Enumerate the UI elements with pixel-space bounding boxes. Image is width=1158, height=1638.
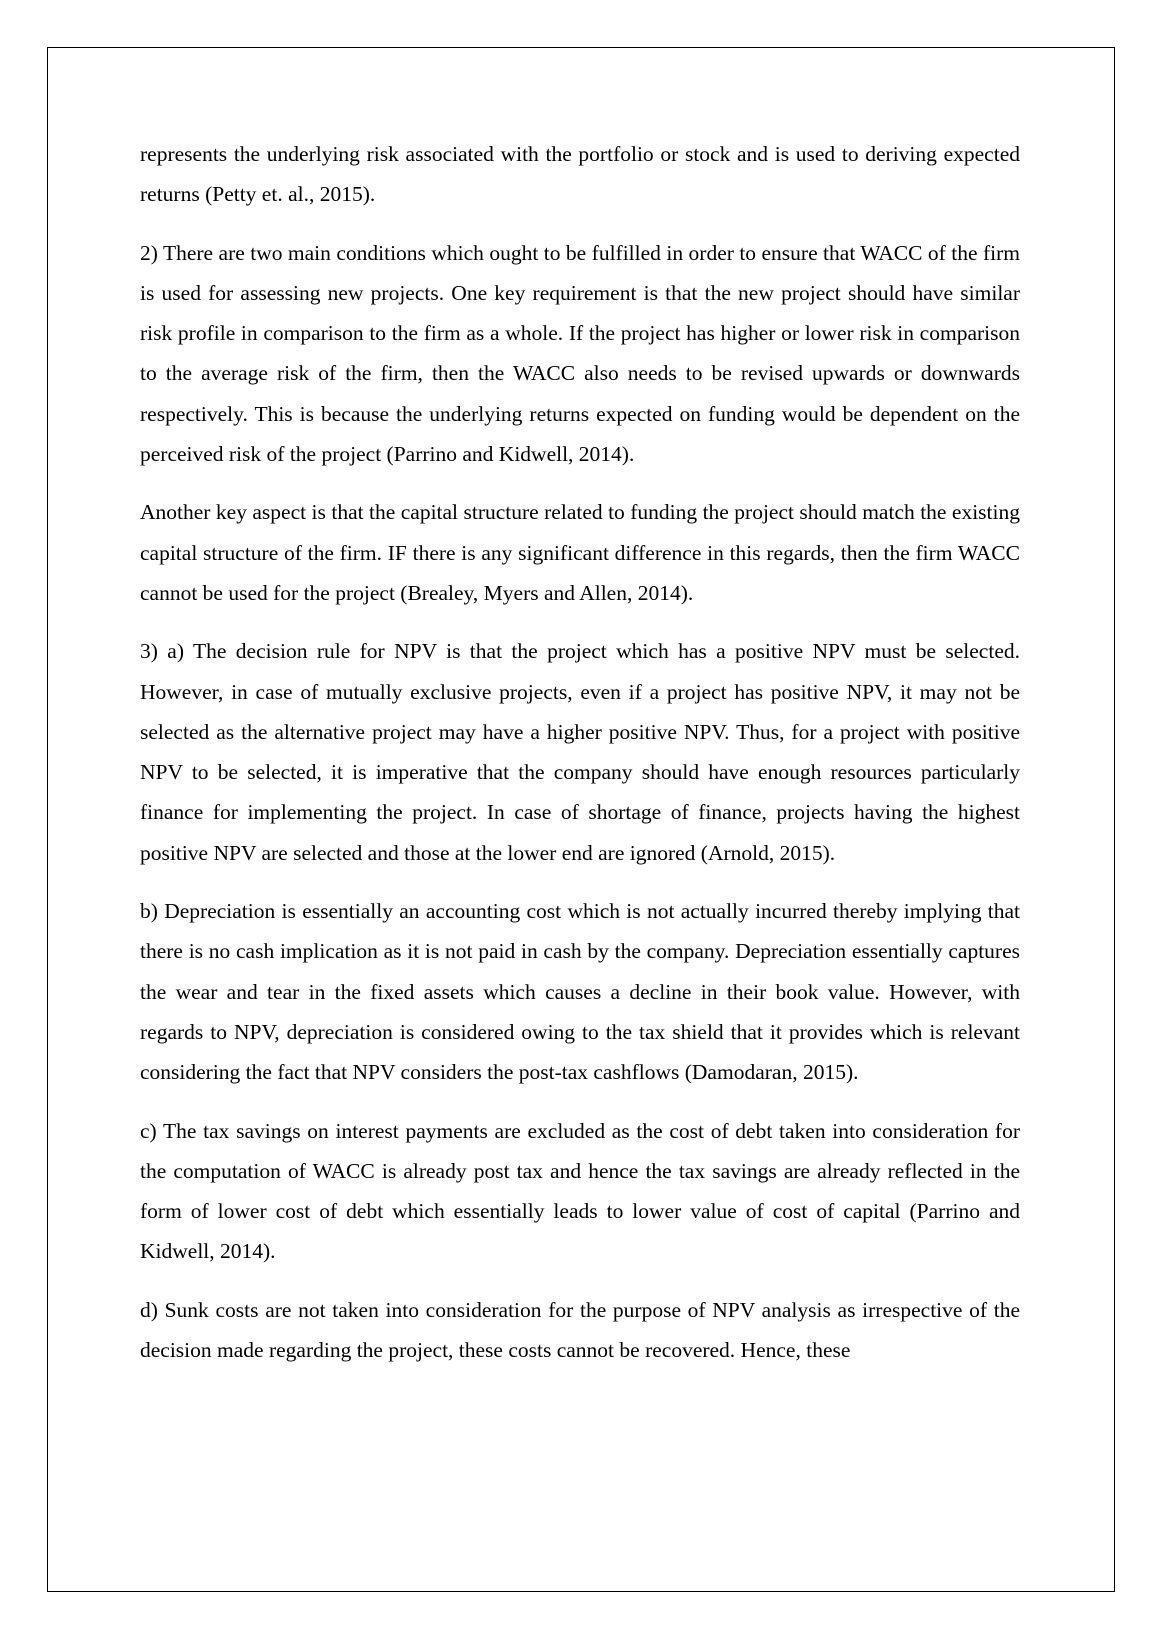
- paragraph-depreciation: b) Depreciation is essentially an accounting cost which is not actually incurred thereby implying that there is no cash implication as it is not paid in cash by the company. Depreciation essentially captures the wear and tear in the fixed assets which causes a decline in their book value. However, with regards to NPV, depreciation is considered owing to the tax shield that it provides which is relevant considering the fact that NPV considers the post-tax cashflows (Damodaran, 2015).: [140, 899, 1020, 1085]
- paragraph-npv-decision-rule: 3) a) The decision rule for NPV is that the project which has a positive NPV must be selected. However, in case of mutually exclusive projects, even if a project has positive NPV, it may not be selected as the alternative project may have a higher positive NPV. Thus, for a project with positive NPV to be selected, it is imperative that the company should have enough resources particularly finance for implementing the project. In case of shortage of finance, projects having the highest positive NPV are selected and those at the lower end are ignored (Arnold, 2015).: [140, 639, 1020, 865]
- document-body: [140, 134, 1020, 1388]
- paragraph-capital-structure: Another key aspect is that the capital structure related to funding the project should match the existing capital structure of the firm. IF there is any significant difference in this regards, then the firm WACC cannot be used for the project (Brealey, Myers and Allen, 2014).: [140, 500, 1020, 605]
- paragraph-risk-continuation: represents the underlying risk associated with the portfolio or stock and is used to deriving expected returns (Petty et. al., 2015).: [140, 142, 1020, 207]
- paragraph-sunk-costs: d) Sunk costs are not taken into consideration for the purpose of NPV analysis as irrespective of the decision made regarding the project, these costs cannot be recovered. Hence, these: [140, 1297, 1020, 1363]
- paragraph-wacc-conditions: 2) There are two main conditions which ought to be fulfilled in order to ensure that WACC of the firm is used for assessing new projects. One key requirement is that the new project should have similar risk profile in comparison to the firm as a whole. If the project has higher or lower risk in comparison to the average risk of the firm, then the WACC also needs to be revised upwards or downwards respectively. This is because the underlying returns expected on funding would be dependent on the perceived risk of the project (Parrino and Kidwell, 2014).: [140, 240, 1020, 467]
- paragraph-tax-savings: c) The tax savings on interest payments are excluded as the cost of debt taken into consideration for the computation of WACC is already post tax and hence the tax savings are already reflected in the form of lower cost of debt which essentially leads to lower value of cost of capital (Parrino and Kidwell, 2014).: [140, 1118, 1020, 1264]
